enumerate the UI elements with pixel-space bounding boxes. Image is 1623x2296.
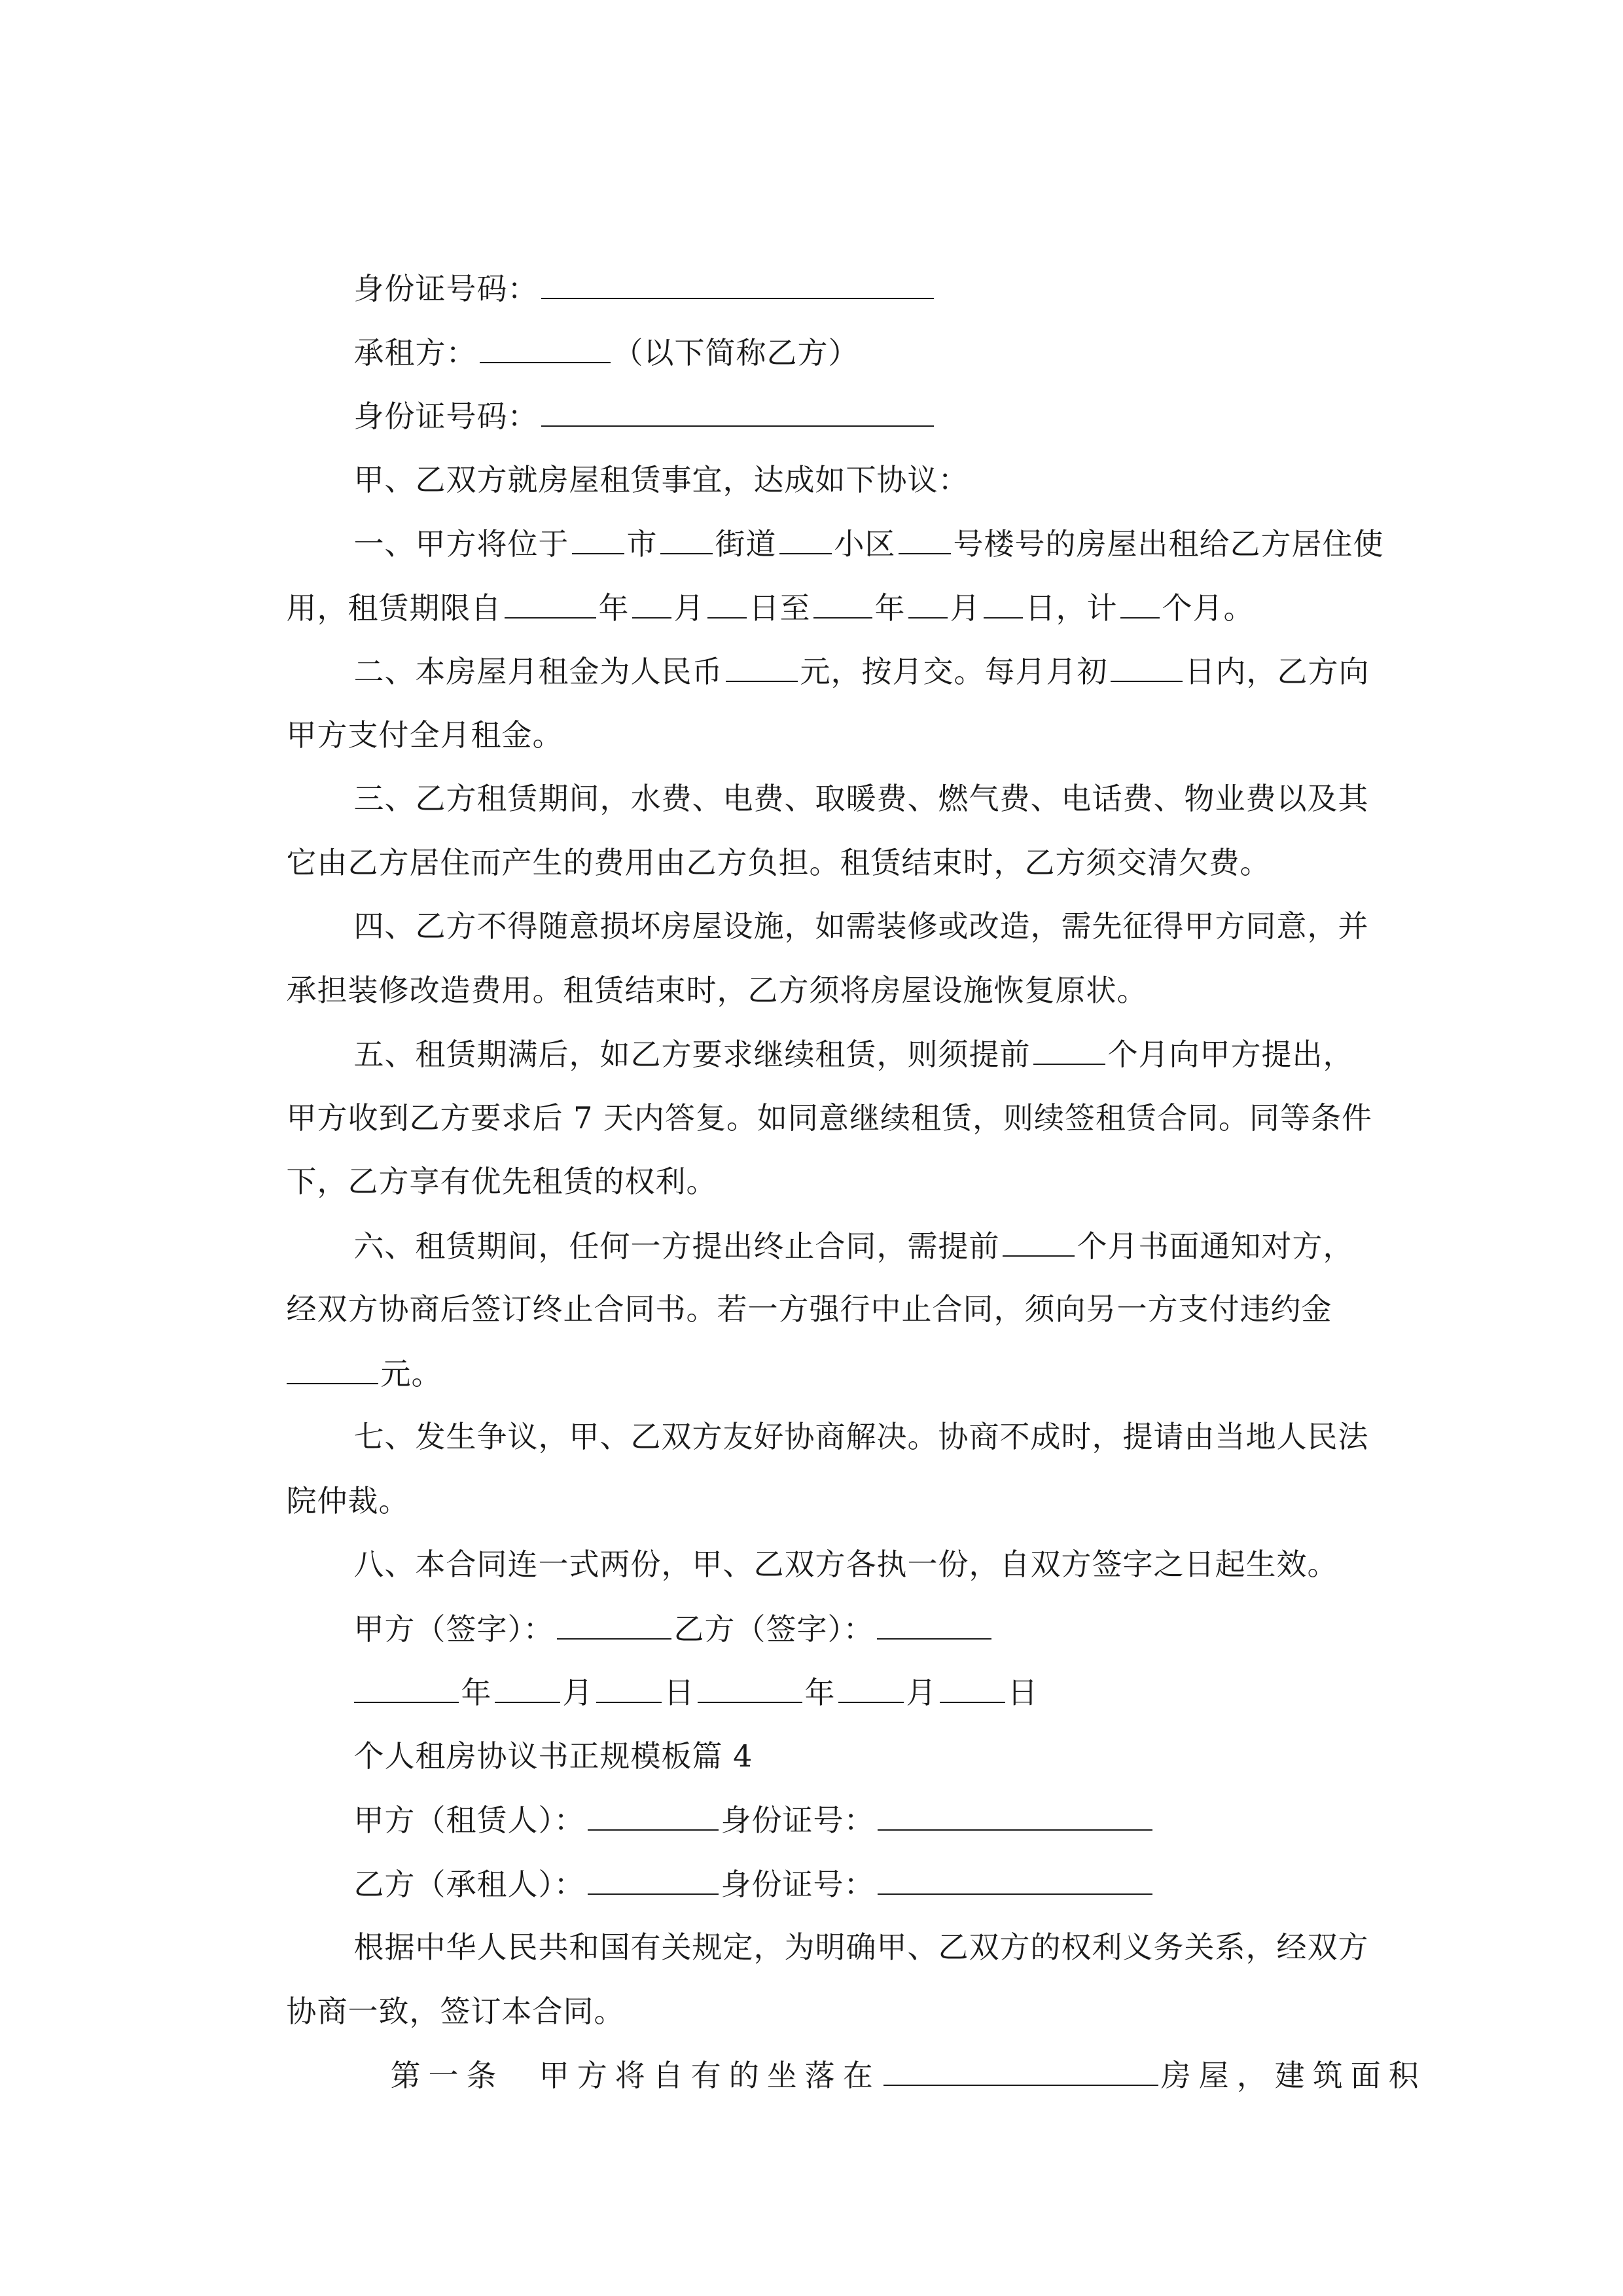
clause-3-line-2: 它由乙方居住而产生的费用由乙方负担。租赁结束时，乙方须交清欠费。 bbox=[286, 845, 1271, 880]
clause-5-line-2: 甲方收到乙方要求后 7 天内答复。如同意继续租赁，则续签租赁合同。同等条件 bbox=[286, 1100, 1373, 1136]
line-lessee: 承租方： （以下简称乙方） bbox=[313, 264, 1445, 323]
clause-8-line-1: 八、本合同连一式两份，甲、乙双方各执一份，自双方签字之日起生效。 bbox=[353, 1547, 1338, 1582]
clause-6-line-1: 六、租赁期间，任何一方提出终止合同，需提前 个月书面通知对方， bbox=[313, 1157, 1445, 1216]
article-1-line-1: 第一条 甲方将自有的坐落在 房屋，建筑面积 bbox=[321, 1986, 1453, 2045]
clause-7-line-2: 院仲裁。 bbox=[286, 1483, 410, 1518]
clause-2-line-2: 甲方支付全月租金。 bbox=[286, 717, 563, 753]
party-a-line: 甲方（租赁人）： 身份证号： bbox=[313, 1731, 1445, 1790]
line-id-number-1: 身份证号码： bbox=[313, 200, 1445, 259]
clause-6-line-3: 元。 bbox=[245, 1285, 1378, 1344]
clause-1-line-1: 一、甲方将位于 市 街道 小区 号楼号的房屋出租给乙方居住使 bbox=[313, 455, 1445, 514]
line-agreement-intro: 甲、乙双方就房屋租赁事宜，达成如下协议： bbox=[353, 462, 969, 497]
clause-3-line-1: 三、乙方租赁期间，水费、电费、取暖费、燃气费、电话费、物业费以及其 bbox=[353, 781, 1369, 816]
party-b-line: 乙方（承租人）： 身份证号： bbox=[313, 1795, 1445, 1854]
preamble-line-1: 根据中华人民共和国有关规定，为明确甲、乙双方的权利义务关系，经双方 bbox=[353, 1929, 1369, 1965]
clause-5-line-3: 下，乙方享有优先租赁的权利。 bbox=[286, 1164, 717, 1199]
section-heading: 个人租房协议书正规模板篇 4 bbox=[353, 1738, 753, 1774]
clause-5-line-1: 五、租赁期满后，如乙方要求继续租赁，则须提前 个月向甲方提出， bbox=[313, 965, 1445, 1024]
line-id-number-2: 身份证号码： bbox=[313, 327, 1445, 386]
clause-7-line-1: 七、发生争议，甲、乙双方友好协商解决。协商不成时，提请由当地人民法 bbox=[353, 1419, 1369, 1454]
signature-date-line: 年 月 日 年 月 日 bbox=[313, 1604, 1445, 1662]
clause-4-line-2: 承担装修改造费用。租赁结束时，乙方须将房屋设施恢复原状。 bbox=[286, 973, 1148, 1008]
clause-1-line-2: 用，租赁期限自 年 月 日至 年 月 日，计 个月。 bbox=[245, 519, 1378, 578]
signature-line: 甲方（签字）： 乙方（签字）： bbox=[313, 1540, 1445, 1599]
clause-6-line-2: 经双方协商后签订终止合同书。若一方强行中止合同，须向另一方支付违约金 bbox=[286, 1291, 1332, 1327]
clause-2-line-1: 二、本房屋月租金为人民币 元，按月交。每月月初 日内，乙方向 bbox=[313, 583, 1445, 641]
clause-4-line-1: 四、乙方不得随意损坏房屋设施，如需装修或改造，需先征得甲方同意，并 bbox=[353, 908, 1369, 944]
preamble-line-2: 协商一致，签订本合同。 bbox=[286, 1994, 625, 2029]
